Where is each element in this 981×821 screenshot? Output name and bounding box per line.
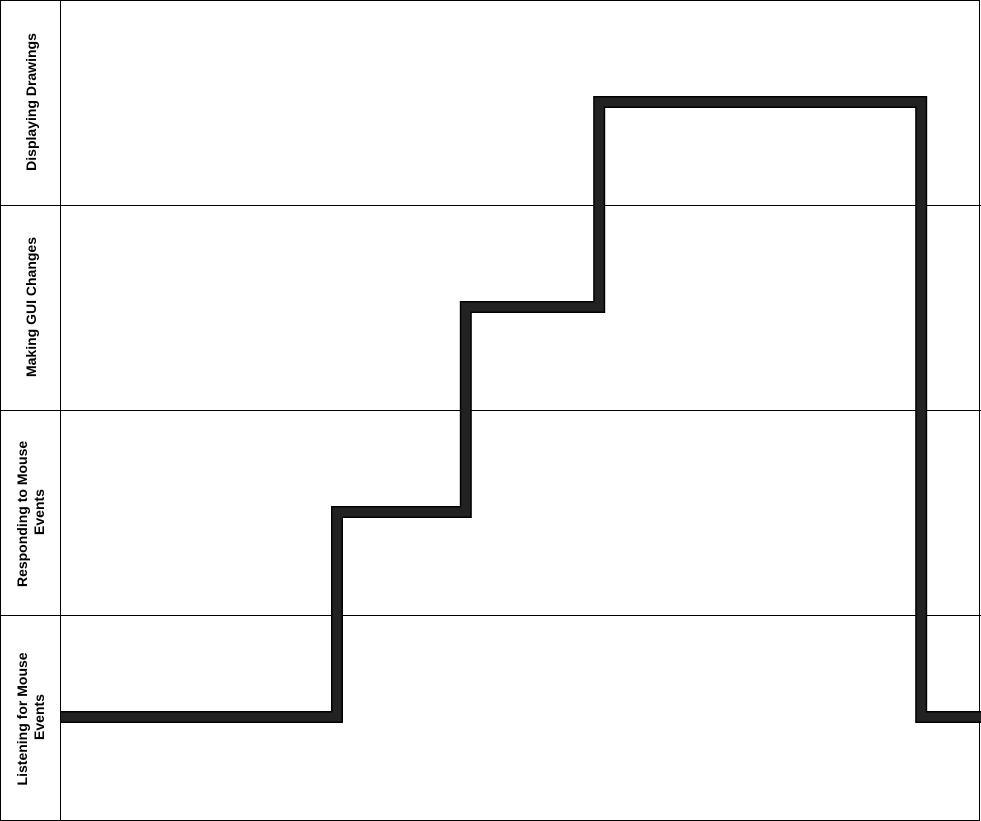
lane-label-displaying bbox=[23, 33, 39, 171]
lane-label-line: Responding to Mouse bbox=[14, 440, 30, 588]
lane-label-gui bbox=[23, 237, 39, 377]
signal-line-outline bbox=[61, 102, 981, 717]
signal-waveform bbox=[61, 102, 981, 717]
lane-label-line: Events bbox=[31, 694, 47, 740]
lane-label-listening bbox=[14, 649, 47, 786]
lane-label-responding bbox=[14, 437, 47, 587]
lane-label-line: Displaying Drawings bbox=[23, 33, 39, 171]
signal-line bbox=[61, 102, 981, 717]
lane-label-line: Making GUI Changes bbox=[23, 236, 39, 378]
lane-label-line: Events bbox=[31, 489, 47, 535]
lane-label-line: Listening for Mouse bbox=[14, 652, 30, 786]
